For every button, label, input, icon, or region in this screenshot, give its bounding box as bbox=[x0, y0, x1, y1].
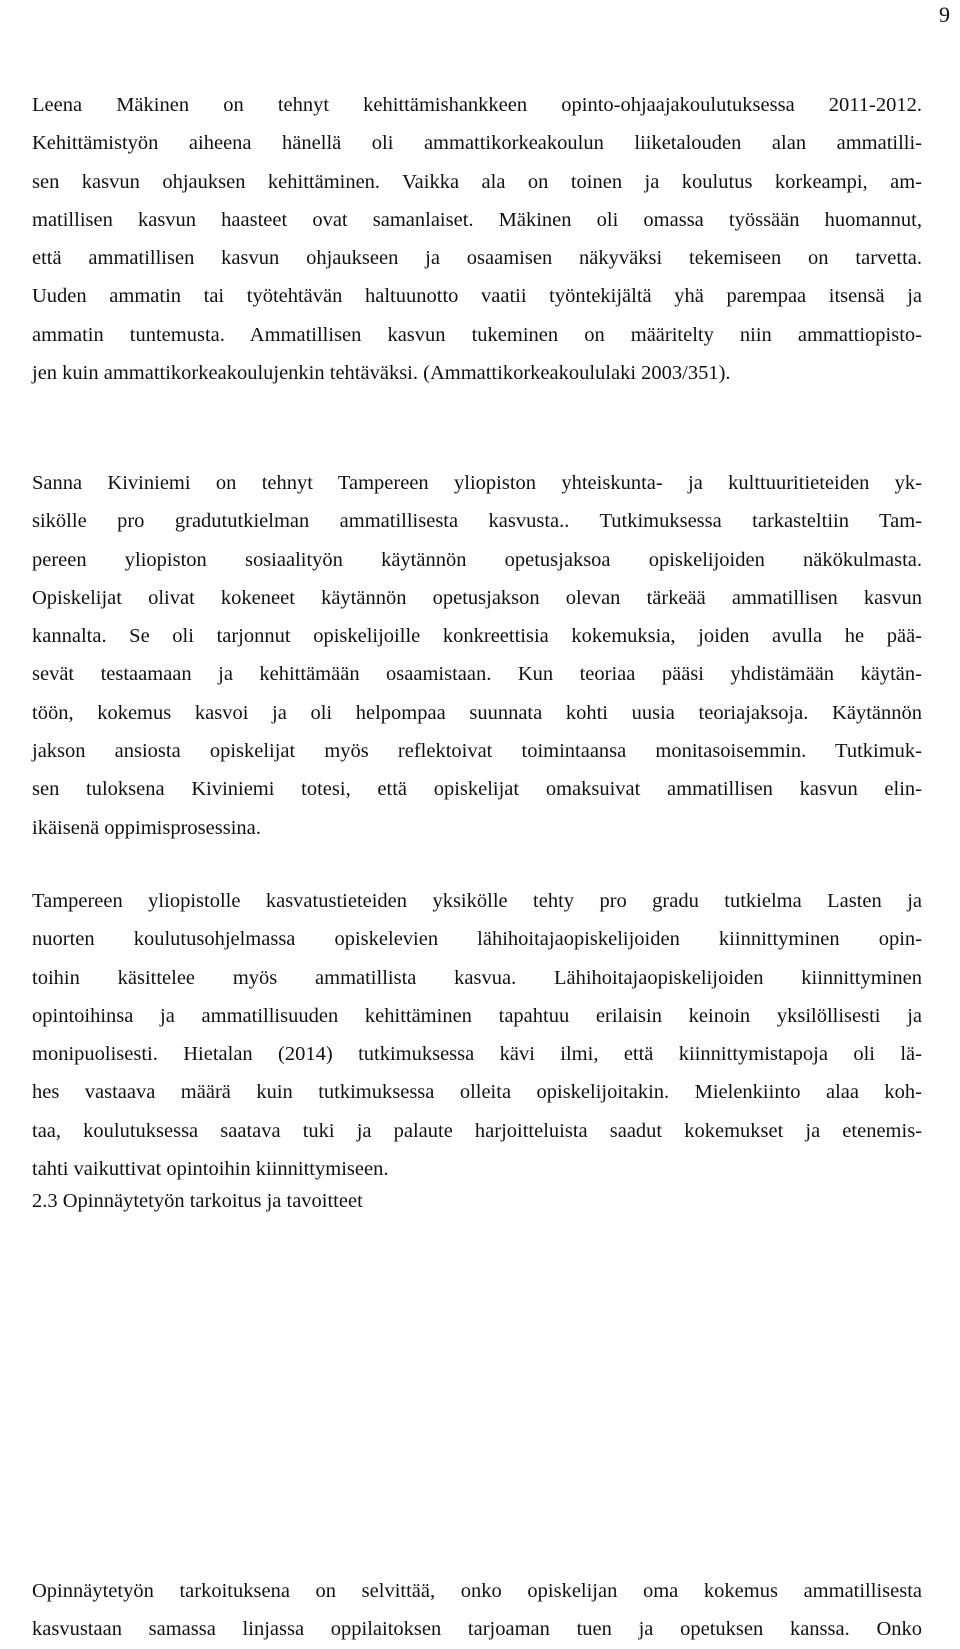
paragraph-line: sen kasvun ohjauksen kehittäminen. Vaikka ala on toinen ja koulutus korkeampi, am- bbox=[32, 170, 922, 193]
paragraph-line: jakson ansiosta opiskelijat myös reflektoivat toimintaansa monitasoisemmin. Tutkimuk- bbox=[32, 740, 922, 763]
paragraph-line: sen tuloksena Kiviniemi totesi, että opiskelijat omaksuivat ammatillisen kasvun elin- bbox=[32, 778, 922, 801]
paragraph-line: Kehittämistyön aiheena hänellä oli ammattikorkeakoulun liiketalouden alan ammatilli- bbox=[32, 132, 922, 155]
paragraph-line: Opiskelijat olivat kokeneet käytännön opetusjakson olevan tärkeää ammatillisen kasvun bbox=[32, 586, 922, 609]
paragraph-line: pereen yliopiston sosiaalityön käytännön opetusjaksoa opiskelijoiden näkökulmasta. bbox=[32, 548, 922, 571]
paragraph-makinen bbox=[32, 86, 922, 392]
section-heading-text: 2.3 Opinnäytetyön tarkoitus ja tavoitteet bbox=[32, 1190, 363, 1212]
paragraph-line: tahti vaikuttivat opintoihin kiinnittymiseen. bbox=[32, 1158, 389, 1181]
paragraph-line: toihin käsittelee myös ammatillista kasvua. Lähihoitajaopiskelijoiden kiinnittyminen bbox=[32, 966, 922, 989]
paragraph-line: Sanna Kiviniemi on tehnyt Tampereen yliopiston yhteiskunta- ja kulttuuritieteiden yk- bbox=[32, 472, 922, 494]
paragraph-line: ammatin tuntemusta. Ammatillisen kasvun tukeminen on määritelty niin ammattiopisto- bbox=[32, 323, 922, 346]
paragraph-line: töön, kokemus kasvoi ja oli helpompaa suunnata kohti uusia teoriajaksoja. Käytännön bbox=[32, 701, 922, 724]
paragraph-line: jen kuin ammattikorkeakoulujenkin tehtäväksi. (Ammattikorkeakoululaki 2003/351). bbox=[32, 362, 731, 385]
paragraph-line: matillisen kasvun haasteet ovat samanlaiset. Mäkinen oli omassa työssään huomannut, bbox=[32, 208, 922, 231]
paragraph-line: ikäisenä oppimisprosessina. bbox=[32, 816, 261, 839]
paragraph-purpose bbox=[32, 1572, 922, 1649]
paragraph-line: opintoihinsa ja ammatillisuuden kehittäminen tapahtuu erilaisin keinoin yksilöllisesti ja bbox=[32, 1004, 922, 1027]
paragraph-hietala bbox=[32, 882, 922, 1188]
paragraph-line: taa, koulutuksessa saatava tuki ja palaute harjoitteluista saadut kokemukset ja etenemis- bbox=[32, 1119, 922, 1142]
paragraph-line: että ammatillisen kasvun ohjaukseen ja osaamisen näkyväksi tekemiseen on tarvetta. bbox=[32, 247, 922, 270]
paragraph-line: sikölle pro gradututkielman ammatillisesta kasvusta.. Tutkimuksessa tarkasteltiin Tam- bbox=[32, 510, 922, 533]
paragraph-line: kasvustaan samassa linjassa oppilaitoksen tarjoaman tuen ja opetuksen kanssa. Onko bbox=[32, 1618, 922, 1641]
paragraph-line: kannalta. Se oli tarjonnut opiskelijoille konkreettisia kokemuksia, joiden avulla he pää- bbox=[32, 625, 922, 648]
section-heading bbox=[32, 1182, 922, 1220]
paragraph-kiviniemi bbox=[32, 464, 922, 847]
paragraph-line: Uuden ammatin tai työtehtävän haltuunotto vaatii työntekijältä yhä parempaa itsensä ja bbox=[32, 285, 922, 308]
paragraph-line: monipuolisesti. Hietalan (2014) tutkimuksessa kävi ilmi, että kiinnittymistapoja oli lä- bbox=[32, 1043, 922, 1066]
paragraph-line: sevät testaamaan ja kehittämään osaamistaan. Kun teoriaa pääsi yhdistämään käytän- bbox=[32, 663, 922, 686]
paragraph-line: Tampereen yliopistolle kasvatustieteiden yksikölle tehty pro gradu tutkielma Lasten ja bbox=[32, 890, 922, 912]
paragraph-line: hes vastaava määrä kuin tutkimuksessa olleita opiskelijoitakin. Mielenkiinto alaa koh- bbox=[32, 1081, 922, 1104]
paragraph-line: Leena Mäkinen on tehnyt kehittämishankkeen opinto-ohjaajakoulutuksessa 2011-2012. bbox=[32, 94, 922, 116]
paragraph-line: Opinnäytetyön tarkoituksena on selvittää, onko opiskelijan oma kokemus ammatillisesta bbox=[32, 1580, 922, 1602]
page-number: 9 bbox=[939, 2, 950, 27]
paragraph-line: nuorten koulutusohjelmassa opiskelevien lähihoitajaopiskelijoiden kiinnittyminen opin- bbox=[32, 928, 922, 951]
